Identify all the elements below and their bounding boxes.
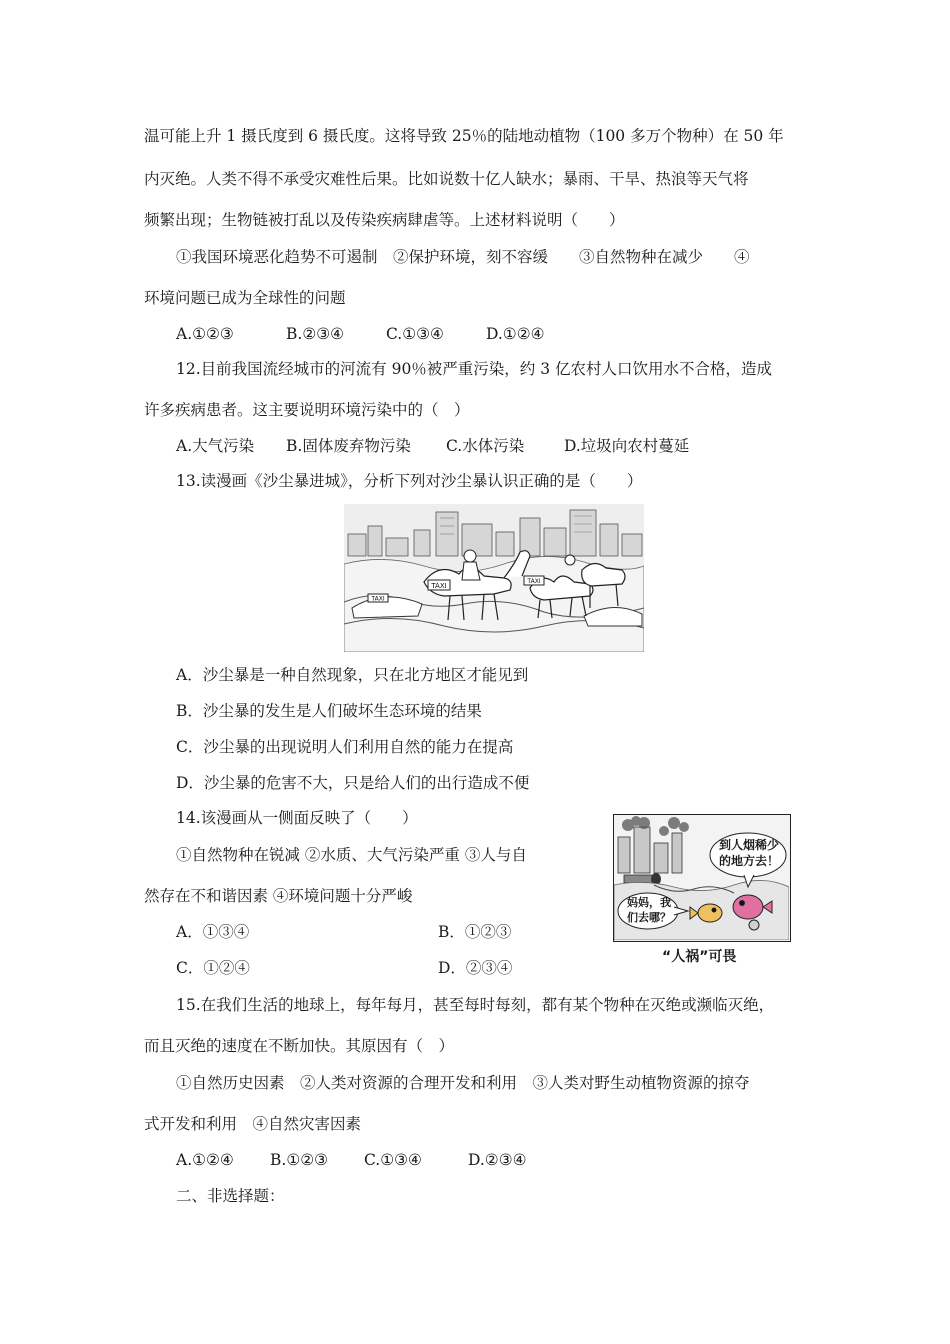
q11-line-3: 频繁出现；生物链被打乱以及传染疾病肆虐等。上述材料说明（ ） [144, 211, 625, 229]
sandstorm-cartoon [344, 504, 644, 652]
q11-option-d: D.①②④ [486, 325, 545, 343]
q12-option-c: C.水体污染 [446, 437, 525, 455]
q14-option-b: B．①②③ [438, 923, 512, 941]
q11-option-c: C.①③④ [386, 325, 444, 343]
q11-line-2: 内灭绝。人类不得不承受灾难性后果。比如说数十亿人缺水；暴雨、干旱、热浪等天气将 [144, 170, 749, 188]
taxi-sign-1: TAXI [431, 582, 447, 590]
bubble-big-line-1: 到人烟稀少 [718, 838, 779, 852]
q13-option-a: A．沙尘暴是一种自然现象，只在北方地区才能见到 [176, 666, 529, 684]
q11-statements-1: ①我国环境恶化趋势不可遏制 ②保护环境，刻不容缓 ③自然物种在减少 ④ [176, 248, 750, 266]
section-heading: 二、非选择题： [176, 1187, 285, 1205]
q11-statements-2: 环境问题已成为全球性的问题 [144, 289, 346, 307]
q14-statements-1: ①自然物种在锐减 ②水质、大气污染严重 ③人与自 [176, 846, 527, 864]
q12-line-2: 许多疾病患者。这主要说明环境污染中的（ ） [144, 401, 470, 419]
q14-stem: 14.该漫画从一侧面反映了（ ） [176, 809, 418, 827]
q15-option-d: D.②③④ [468, 1151, 527, 1169]
q11-options [176, 324, 586, 344]
q15-option-b: B.①②③ [270, 1151, 329, 1169]
q15-statements-2: 式开发和利用 ④自然灾害因素 [144, 1115, 362, 1133]
q11-option-b: B.②③④ [286, 325, 345, 343]
q14-option-d: D．②③④ [438, 959, 513, 977]
q12-option-a: A.大气污染 [176, 437, 255, 455]
taxi-sign-3: TAXI [371, 595, 385, 603]
q14-statements-2: 然存在不和谐因素 ④环境问题十分严峻 [144, 887, 413, 905]
pollution-cartoon [613, 814, 791, 942]
q13-option-b: B．沙尘暴的发生是人们破坏生态环境的结果 [176, 702, 482, 720]
q12-options [176, 436, 689, 456]
q12-option-b: B.固体废弃物污染 [286, 437, 411, 455]
q14-option-c: C．①②④ [176, 959, 250, 977]
bubble-small-line-2: 们去哪？ [627, 911, 671, 924]
q15-line-1: 15.在我们生活的地球上，每年每月，甚至每时每刻，都有某个物种在灭绝或濒临灭绝， [176, 996, 775, 1014]
q15-option-a: A.①②④ [176, 1151, 234, 1169]
q15-option-c: C.①③④ [364, 1151, 422, 1169]
q11-option-a: A.①②③ [176, 325, 234, 343]
q15-statements-1: ①自然历史因素 ②人类对资源的合理开发和利用 ③人类对野生动植物资源的掠夺 [176, 1074, 750, 1092]
q11-line-1: 温可能上升 1 摄氏度到 6 摄氏度。这将导致 25％的陆地动植物（100 多万个物种）在 50 年 [144, 127, 784, 145]
q13-stem: 13.读漫画《沙尘暴进城》，分析下列对沙尘暴认识正确的是（ ） [176, 472, 643, 490]
q14-option-a: A．①③④ [176, 923, 250, 941]
taxi-sign-2: TAXI [527, 578, 541, 585]
q15-line-2: 而且灭绝的速度在不断加快。其原因有（ ） [144, 1037, 455, 1055]
q13-option-d: D．沙尘暴的危害不大，只是给人们的出行造成不便 [176, 774, 530, 792]
q13-option-c: C．沙尘暴的出现说明人们利用自然的能力在提高 [176, 738, 514, 756]
bubble-big-line-2: 的地方去！ [718, 854, 779, 868]
q15-options [176, 1150, 527, 1170]
bubble-small-line-1: 妈妈，我 [627, 896, 671, 909]
cartoon-caption: “人祸”可畏 [662, 949, 737, 965]
q12-line-1: 12.目前我国流经城市的河流有 90％被严重污染，约 3 亿农村人口饮用水不合格，造成 [176, 360, 773, 378]
q12-option-d: D.垃圾向农村蔓延 [564, 437, 690, 455]
